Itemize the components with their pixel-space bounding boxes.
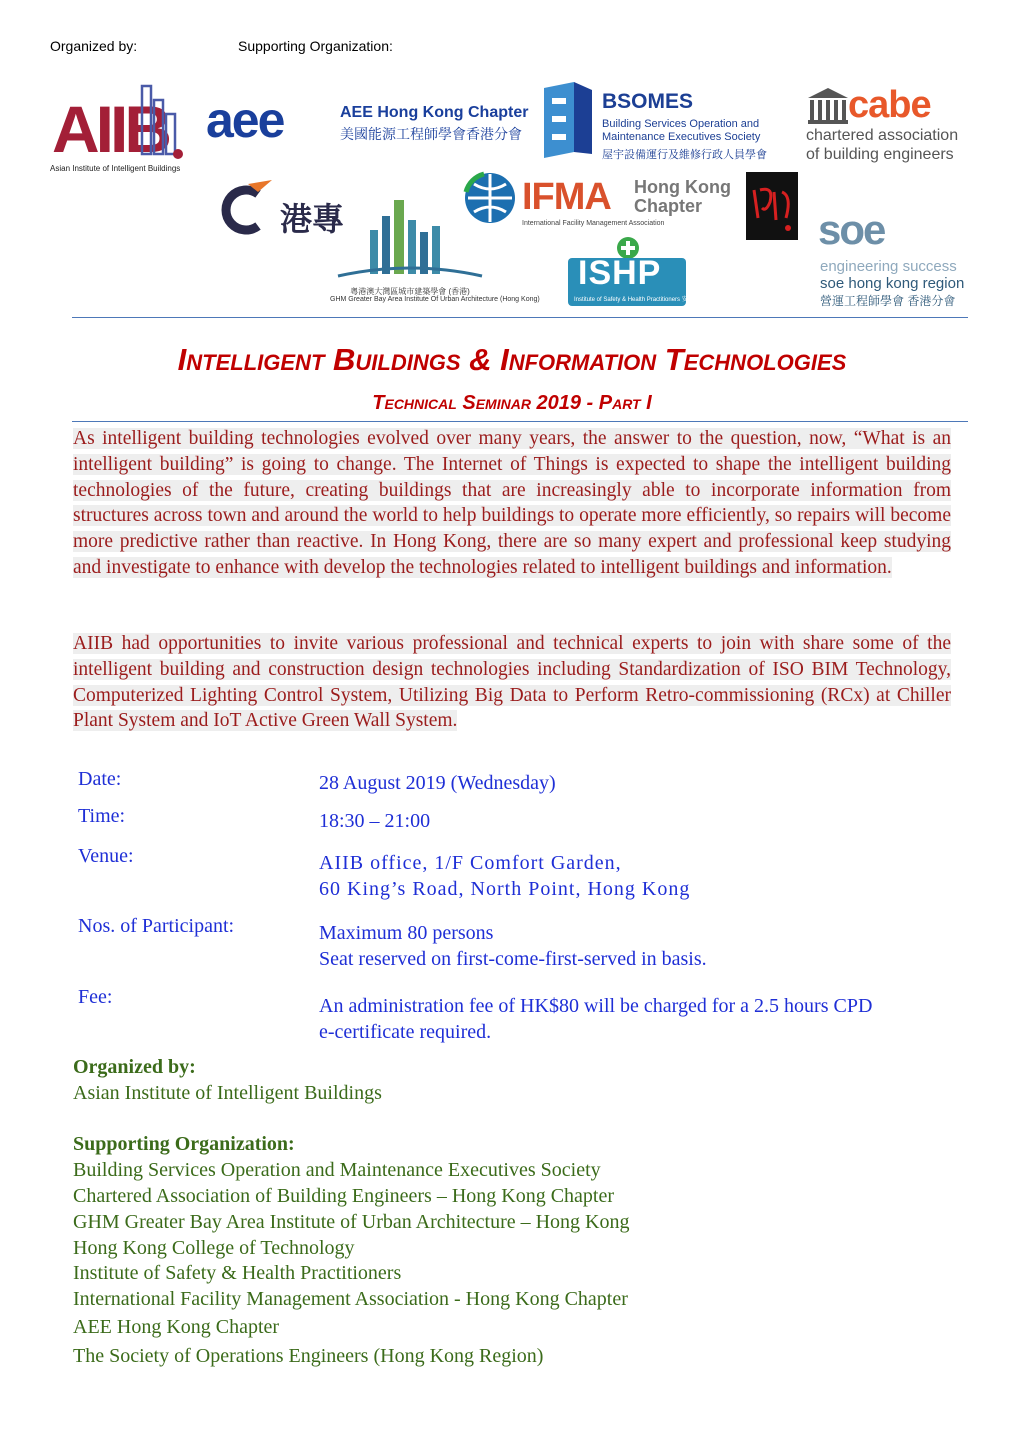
ipma-logo — [746, 172, 798, 240]
aee-line2: 美國能源工程師學會香港分會 — [340, 126, 522, 142]
venue-line1: AIIB office, 1/F Comfort Garden, — [319, 852, 622, 874]
organized-by-heading: Organized by: — [73, 1056, 196, 1078]
bsomes-line2: Maintenance Executives Society — [602, 131, 761, 143]
ipma-logo-mark — [746, 172, 798, 240]
detail-paragraph — [73, 631, 951, 734]
hkct-c-icon — [218, 180, 274, 240]
detail-paragraph-text: AIIB had opportunities to invite various professional and technical experts to join with share some of the intelligent building and construction design technologies including Standardization of ISO BIM Technology, Computerized Lighting Control System, Utilizing Big Data to Perform Retro-commissioning (RCx) at Chiller Plant System and IoT Active Green Wall System. — [73, 633, 951, 732]
cabe-line2: of building engineers — [806, 146, 954, 163]
bsomes-building-icon — [540, 82, 596, 160]
ifma-logo — [462, 170, 742, 230]
ishp-logo — [568, 236, 724, 308]
ifma-globe-icon — [462, 170, 518, 226]
date-value: 28 August 2019 (Wednesday) — [319, 772, 556, 794]
aiib-caption: Asian Institute of Intelligent Buildings — [50, 164, 181, 173]
ishp-mark: ISHP — [578, 254, 662, 292]
venue-line2: 60 King’s Road, North Point, Hong Kong — [319, 878, 691, 900]
participants-line2: Seat reserved on first-come-first-served in basis. — [319, 948, 707, 970]
header-divider — [72, 317, 968, 318]
supporting-org-item: Chartered Association of Building Engineers – Hong Kong Chapter — [73, 1185, 615, 1207]
supporting-org-item: International Facility Management Association - Hong Kong Chapter — [73, 1288, 628, 1310]
svg-text:AIIB: AIIB — [52, 92, 168, 164]
venue-value — [319, 850, 690, 902]
bsomes-line1: Building Services Operation and — [602, 118, 760, 130]
page-title: Intelligent Buildings & Information Technologies — [177, 342, 847, 377]
supporting-org-item: The Society of Operations Engineers (Hong Kong Region) — [73, 1345, 544, 1367]
fee-line1: An administration fee of HK$80 will be charged for a 2.5 hours CPD — [319, 995, 873, 1017]
time-label: Time: — [78, 805, 126, 827]
fee-line2: e-certificate required. — [319, 1021, 492, 1043]
organizer-name: Asian Institute of Intelligent Buildings — [73, 1082, 382, 1104]
bsomes-line3: 屋宇設備運行及維修行政人員學會 — [602, 149, 767, 161]
soe-line2: soe hong kong region — [820, 275, 965, 292]
intro-paragraph — [73, 426, 951, 581]
supporting-org-item: GHM Greater Bay Area Institute of Urban Architecture – Hong Kong — [73, 1211, 630, 1233]
date-label: Date: — [78, 768, 122, 790]
soe-mark: soe — [818, 206, 885, 253]
ifma-chapter: Hong Kong Chapter — [634, 177, 731, 216]
fee-label: Fee: — [78, 986, 113, 1008]
bsomes-mark: BSOMES — [602, 90, 694, 113]
supporting-organization-header-label: Supporting Organization: — [238, 38, 393, 54]
intro-paragraph-text: As intelligent building technologies evolved over many years, the answer to the question, now, “What is an intelligent building” is going to change. The Internet of Things is expected to shape the intelligent building technologies of the future, creating buildings that are increasingly able to incorporate information from structures across town and around the world to help buildings to operate more efficiently, so repairs will become more predictive rather than reactive. In Hong Kong, there are so many expert and professional keep studying and investigate to enhance with develop the technologies related to intelligent buildings and information. — [73, 428, 951, 578]
aiib-logo-mark — [50, 78, 190, 164]
supporting-org-item: Hong Kong College of Technology — [73, 1237, 355, 1259]
ishp-subtitle: Institute of Safety & Health Practitioners 安全健康師學會 — [574, 297, 724, 303]
supporting-org-item: Building Services Operation and Maintenance Executives Society — [73, 1159, 601, 1181]
aiib-logo — [50, 78, 190, 176]
aee-logo — [206, 92, 536, 148]
cabe-columns-icon — [806, 86, 850, 126]
aee-logo-mark: aee — [206, 92, 284, 148]
participants-line1: Maximum 80 persons — [319, 922, 494, 944]
supporting-org-item: Institute of Safety & Health Practitioners — [73, 1262, 402, 1284]
ifma-subtitle: International Facility Management Association — [522, 220, 665, 227]
soe-line3: 營運工程師學會 香港分會 — [820, 294, 956, 308]
supporting-organization-heading: Supporting Organization: — [73, 1133, 295, 1155]
soe-logo — [818, 206, 978, 312]
organized-by-header-label: Organized by: — [50, 38, 138, 54]
cabe-logo — [806, 86, 966, 166]
soe-line1: engineering success — [820, 258, 957, 275]
aee-line1: AEE Hong Kong Chapter — [340, 104, 529, 121]
participants-value — [319, 920, 707, 972]
ifma-mark: IFMA — [522, 176, 611, 218]
page-subtitle: Technical Seminar 2019 - Part I — [372, 392, 652, 414]
bsomes-logo — [540, 82, 790, 162]
time-value: 18:30 – 21:00 — [319, 810, 431, 832]
participants-label: Nos. of Participant: — [78, 915, 235, 937]
supporting-org-item: AEE Hong Kong Chapter — [73, 1316, 280, 1338]
cabe-logo-mark: cabe — [848, 84, 931, 126]
cabe-line1: chartered association — [806, 127, 959, 144]
title-divider — [72, 421, 968, 422]
venue-label: Venue: — [78, 845, 134, 867]
fee-value — [319, 993, 872, 1045]
ghm-line2: GHM Greater Bay Area Institute Of Urban Architecture (Hong Kong) — [330, 296, 540, 303]
ghm-line1: 粵港澳大灣區城市建築學會 (香港) — [350, 287, 470, 296]
hkct-mark: 港專 — [280, 201, 345, 237]
